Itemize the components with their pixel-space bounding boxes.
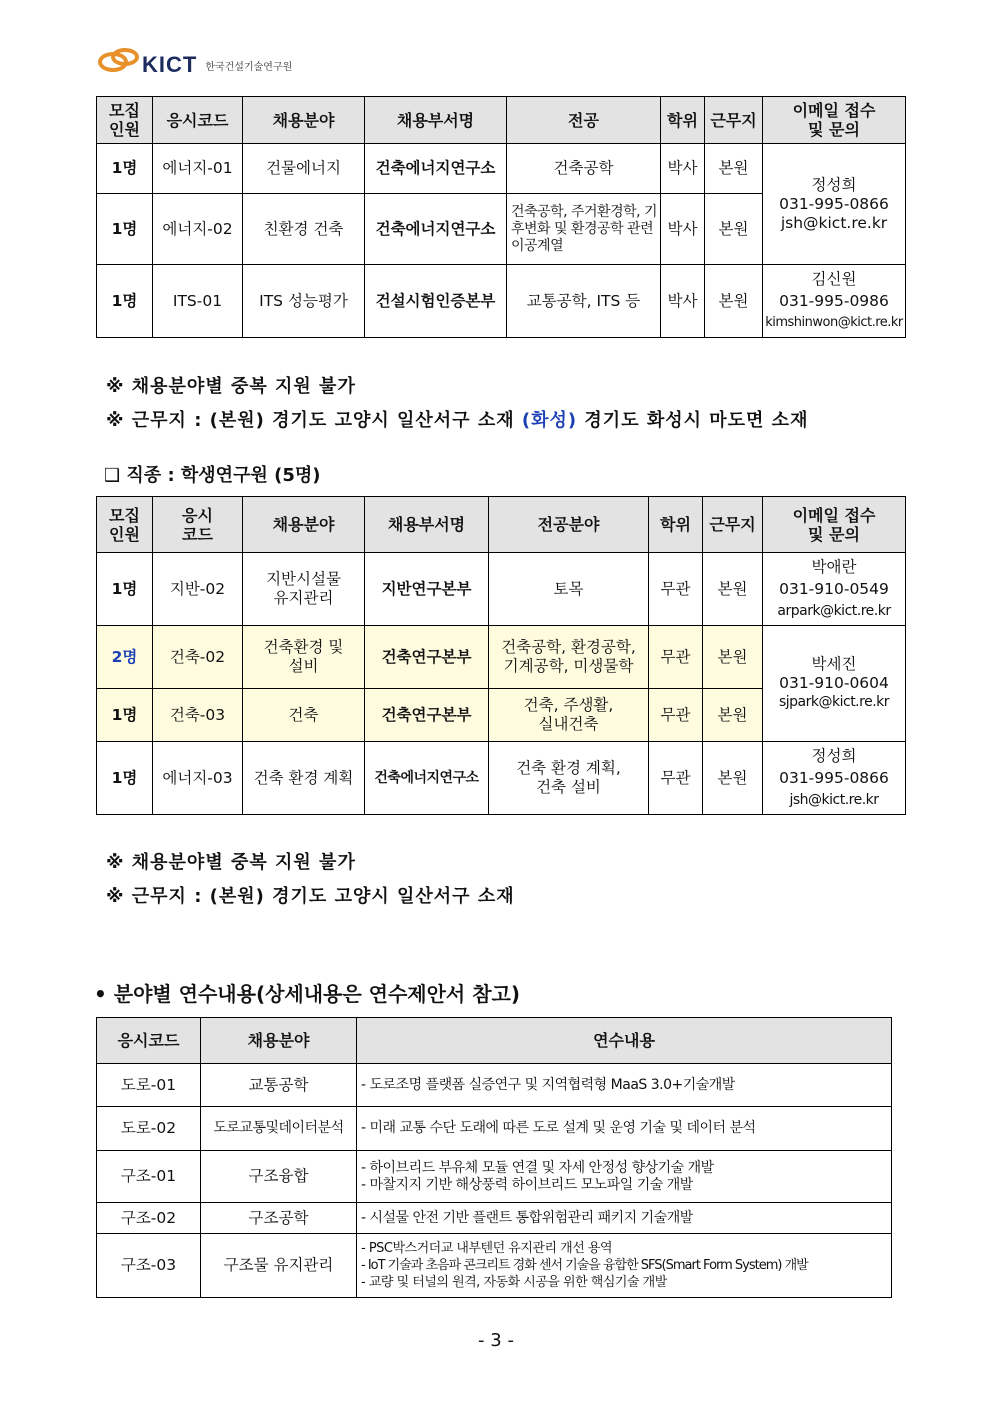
col-header-count-b: 인원	[109, 524, 140, 544]
section-training-title: • 분야별 연수내용(상세내용은 연수제안서 참고)	[94, 982, 520, 1006]
cell-major: 건축공학, 주거환경학, 기후변화 및 환경공학 관련 이공계열	[507, 194, 661, 265]
col-header-field: 채용분야	[201, 1018, 357, 1064]
cell-major	[489, 626, 649, 689]
cell-code: 에너지-02	[153, 194, 243, 265]
table-row	[97, 742, 906, 815]
col-header-dept: 채용부서명	[365, 497, 489, 553]
contact-name: 김신원	[811, 270, 857, 288]
content-line: - 도로조명 플랫폼 실증연구 및 지역협력형 MaaS 3.0+기술개발	[361, 1076, 735, 1093]
cell-major	[489, 742, 649, 815]
contact-name: 정성희	[811, 175, 857, 194]
col-header-contact	[763, 497, 906, 553]
cell-field: ITS 성능평가	[243, 265, 365, 338]
content-line: - 시설물 안전 기반 플랜트 통합위험관리 패키지 기술개발	[361, 1209, 693, 1226]
note-location-hwaseong-addr: 경기도 화성시 마도면 소재	[577, 410, 809, 431]
cell-code: 지반-02	[153, 553, 243, 626]
table-row	[97, 1064, 892, 1107]
cell-dept: 건축에너지연구소	[365, 194, 507, 265]
cell-field-b: 유지관리	[273, 589, 334, 607]
col-header-degree: 학위	[661, 97, 705, 144]
cell-location: 본원	[705, 144, 763, 194]
contact-name: 박세진	[811, 655, 857, 673]
cell-degree: 무관	[649, 689, 703, 742]
cell-major: 토목	[489, 553, 649, 626]
note-location	[106, 406, 808, 432]
note-location-main: ※ 근무지 : (본원) 경기도 고양시 일산서구 소재	[106, 410, 522, 431]
col-header-location: 근무지	[705, 97, 763, 144]
cell-field: 건축	[243, 689, 365, 742]
contact-email: kimshinwon@kict.re.kr	[765, 315, 903, 330]
cell-count: 1명	[97, 144, 153, 194]
cell-count: 1명	[97, 194, 153, 265]
contact-name: 정성희	[811, 747, 857, 765]
cell-field: 구조공학	[201, 1203, 357, 1234]
col-header-code-b: 코드	[182, 524, 213, 544]
contact-phone: 031-910-0604	[779, 674, 889, 692]
content-line: - PSC박스거더교 내부텐던 유지관리 개선 용역	[361, 1241, 613, 1256]
cell-degree: 박사	[661, 144, 705, 194]
note-no-duplicate-2: ※ 채용분야별 중복 지원 불가	[106, 852, 356, 873]
contact-email: arpark@kict.re.kr	[777, 603, 891, 619]
cell-count: 1명	[97, 742, 153, 815]
cell-major-a: 건축 환경 계획,	[516, 759, 621, 777]
cell-contact	[763, 626, 906, 742]
col-header-major: 전공분야	[489, 497, 649, 553]
cell-contact	[763, 144, 906, 265]
cell-count: 2명	[97, 626, 153, 689]
training-content-table	[96, 1017, 892, 1298]
cell-major-b: 실내건축	[538, 715, 599, 733]
cell-content	[357, 1064, 892, 1107]
cell-code: 건축-02	[153, 626, 243, 689]
cell-dept: 건축연구본부	[365, 689, 489, 742]
col-header-location: 근무지	[703, 497, 763, 553]
cell-contact	[763, 265, 906, 338]
cell-degree: 박사	[661, 265, 705, 338]
col-header-code: 응시코드	[97, 1018, 201, 1064]
cell-major-a: 건축공학, 환경공학,	[501, 638, 636, 656]
content-line: - 미래 교통 수단 도래에 따른 도로 설계 및 운영 기술 및 데이터 분석	[361, 1120, 756, 1136]
cell-location: 본원	[703, 553, 763, 626]
cell-code: 구조-02	[97, 1203, 201, 1234]
col-header-code-a: 응시	[182, 505, 213, 525]
col-header-count-b: 인원	[109, 120, 140, 139]
col-header-count	[97, 97, 153, 144]
cell-code: 건축-03	[153, 689, 243, 742]
col-header-code: 응시코드	[153, 97, 243, 144]
col-header-dept: 채용부서명	[365, 97, 507, 144]
col-header-content: 연수내용	[357, 1018, 892, 1064]
section-student-title: ❑ 직종 : 학생연구원 (5명)	[104, 465, 321, 486]
cell-field: 구조물 유지관리	[201, 1234, 357, 1298]
cell-field: 건물에너지	[243, 144, 365, 194]
cell-field: 건축 환경 계획	[243, 742, 365, 815]
cell-content	[357, 1107, 892, 1151]
cell-dept: 지반연구본부	[365, 553, 489, 626]
cell-code: 도로-01	[97, 1064, 201, 1107]
col-header-major: 전공	[507, 97, 661, 144]
contact-email: sjpark@kict.re.kr	[778, 694, 890, 710]
cell-degree: 무관	[649, 626, 703, 689]
cell-field-b: 설비	[288, 657, 319, 675]
cell-content	[357, 1234, 892, 1298]
table-row	[97, 1107, 892, 1151]
cell-dept: 건축에너지연구소	[365, 144, 507, 194]
cell-code: 도로-02	[97, 1107, 201, 1151]
cell-field: 도로교통및데이터분석	[201, 1107, 357, 1151]
contact-email: jsh@kict.re.kr	[789, 792, 879, 808]
col-header-count	[97, 497, 153, 553]
page-number: - 3 -	[478, 1330, 514, 1351]
contact-email: jsh@kict.re.kr	[780, 213, 888, 232]
contact-name: 박애란	[811, 558, 857, 576]
cell-contact	[763, 742, 906, 815]
cell-degree: 무관	[649, 553, 703, 626]
cell-degree: 무관	[649, 742, 703, 815]
note-location-2: ※ 근무지 : (본원) 경기도 고양시 일산서구 소재	[106, 886, 515, 907]
table-row	[97, 1234, 892, 1298]
table-row	[97, 553, 906, 626]
table-row	[97, 265, 906, 338]
research-position-table	[96, 96, 906, 338]
kict-logo	[96, 46, 292, 76]
cell-major-b: 기계공학, 미생물학	[503, 657, 634, 675]
table3-header-row	[97, 1018, 892, 1064]
cell-field: 친환경 건축	[243, 194, 365, 265]
cell-field-a: 건축환경 및	[263, 638, 344, 656]
cell-major: 건축공학	[507, 144, 661, 194]
cell-location: 본원	[703, 626, 763, 689]
cell-dept: 건설시험인증본부	[365, 265, 507, 338]
cell-code: 에너지-01	[153, 144, 243, 194]
cell-code: 구조-03	[97, 1234, 201, 1298]
cell-field-a: 지반시설물	[266, 570, 341, 588]
table-row	[97, 1203, 892, 1234]
note-location-hwaseong: (화성)	[521, 410, 578, 431]
cell-major: 교통공학, ITS 등	[507, 265, 661, 338]
table-row	[97, 144, 906, 194]
cell-code: 구조-01	[97, 1151, 201, 1203]
cell-location: 본원	[705, 194, 763, 265]
content-line: - 하이브리드 부유체 모듈 연결 및 자세 안정성 향상기술 개발	[361, 1159, 714, 1176]
logo-text: KICT	[142, 52, 198, 77]
col-header-contact-b: 및 문의	[808, 120, 860, 139]
col-header-contact	[763, 97, 906, 144]
content-line: - 교량 및 터널의 원격, 자동화 시공을 위한 핵심기술 개발	[361, 1275, 667, 1290]
cell-count: 1명	[97, 689, 153, 742]
cell-location: 본원	[703, 742, 763, 815]
cell-code: 에너지-03	[153, 742, 243, 815]
col-header-count-a: 모집	[109, 101, 140, 120]
cell-content	[357, 1151, 892, 1203]
cell-location: 본원	[705, 265, 763, 338]
content-line: - 마찰지지 기반 해상풍력 하이브리드 모노파일 기술 개발	[361, 1176, 693, 1193]
table-row	[97, 1151, 892, 1203]
cell-dept: 건축에너지연구소	[365, 742, 489, 815]
cell-major	[489, 689, 649, 742]
org-name: 한국건설기술연구원	[205, 62, 293, 73]
col-header-code	[153, 497, 243, 553]
col-header-field: 채용분야	[243, 497, 365, 553]
cell-degree: 박사	[661, 194, 705, 265]
col-header-field: 채용분야	[243, 97, 365, 144]
note-no-duplicate: ※ 채용분야별 중복 지원 불가	[106, 376, 356, 397]
cell-dept: 건축연구본부	[365, 626, 489, 689]
col-header-count-a: 모집	[109, 505, 140, 525]
col-header-contact-b: 및 문의	[808, 524, 860, 544]
student-position-table	[96, 496, 906, 815]
cell-count: 1명	[97, 265, 153, 338]
contact-phone: 031-910-0549	[779, 580, 889, 598]
table2-header-row	[97, 497, 906, 553]
content-line: - IoT 기술과 초음파 콘크리트 경화 센서 기술을 융합한 SFS(Smart Form System) 개발	[361, 1258, 808, 1273]
cell-major-b: 건축 설비	[536, 778, 601, 796]
cell-major-a: 건축, 주생활,	[523, 696, 614, 714]
cell-count: 1명	[97, 553, 153, 626]
contact-phone: 031-995-0986	[779, 292, 889, 310]
table-row	[97, 626, 906, 689]
cell-field: 교통공학	[201, 1064, 357, 1107]
cell-code: ITS-01	[153, 265, 243, 338]
kict-logo-icon	[96, 46, 136, 76]
cell-contact	[763, 553, 906, 626]
cell-field	[243, 626, 365, 689]
contact-phone: 031-995-0866	[779, 769, 889, 787]
col-header-degree: 학위	[649, 497, 703, 553]
cell-content	[357, 1203, 892, 1234]
table1-header-row	[97, 97, 906, 144]
cell-field: 구조융합	[201, 1151, 357, 1203]
cell-location: 본원	[703, 689, 763, 742]
cell-field	[243, 553, 365, 626]
col-header-contact-a: 이메일 접수	[792, 505, 876, 525]
contact-phone: 031-995-0866	[779, 194, 889, 213]
col-header-contact-a: 이메일 접수	[792, 101, 876, 120]
